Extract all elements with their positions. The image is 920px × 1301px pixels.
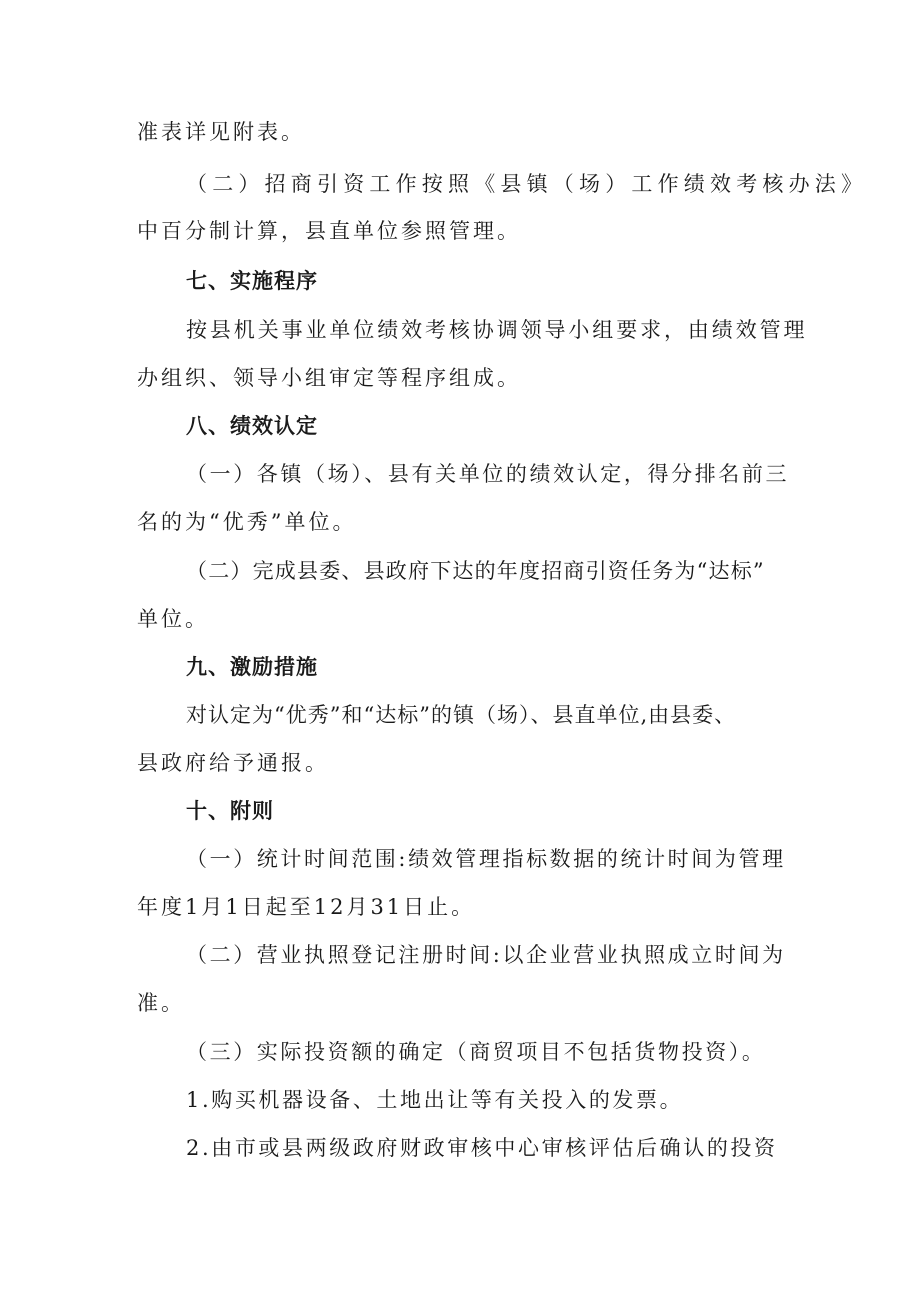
paragraph-line: 准。 — [137, 991, 185, 1015]
paragraph-line: 名的为“优秀”单位。 — [137, 510, 357, 534]
paragraph-line: 中百分制计算，县直单位参照管理。 — [137, 219, 521, 243]
paragraph-line: 对认定为“优秀”和“达标”的镇（场）、县直单位,由县委、 — [186, 703, 737, 727]
paragraph-line: （二）完成县委、县政府下达的年度招商引资任务为“达标” — [186, 559, 765, 583]
paragraph-line: 按县机关事业单位绩效考核协调领导小组要求，由绩效管理 — [186, 318, 808, 342]
paragraph-line: （三）实际投资额的确定（商贸项目不包括货物投资）。 — [186, 1040, 766, 1064]
paragraph-line: （一）各镇（场）、县有关单位的绩效认定，得分排名前三 — [186, 462, 790, 486]
paragraph-line: 单位。 — [137, 607, 209, 631]
paragraph-line: （二）招商引资工作按照《县镇（场）工作绩效考核办法》 — [186, 172, 868, 196]
section-heading: 九、激励措施 — [186, 655, 318, 679]
paragraph-line: 年度1月1日起至12月31日止。 — [137, 895, 476, 919]
paragraph-line: （二）营业执照登记注册时间:以企业营业执照成立时间为 — [186, 943, 786, 967]
section-heading: 十、附则 — [186, 799, 274, 823]
list-item: 1.购买机器设备、土地出让等有关投入的发票。 — [186, 1088, 684, 1112]
paragraph-line: 县政府给予通报。 — [137, 751, 329, 775]
paragraph-line: 准表详见附表。 — [137, 120, 305, 144]
section-heading: 八、绩效认定 — [186, 414, 318, 438]
paragraph-line: （一）统计时间范围:绩效管理指标数据的统计时间为管理 — [186, 847, 786, 871]
list-item: 2.由市或县两级政府财政审核中心审核评估后确认的投资 — [186, 1136, 778, 1160]
paragraph-line: 办组织、领导小组审定等程序组成。 — [137, 366, 521, 390]
section-heading: 七、实施程序 — [186, 269, 318, 293]
